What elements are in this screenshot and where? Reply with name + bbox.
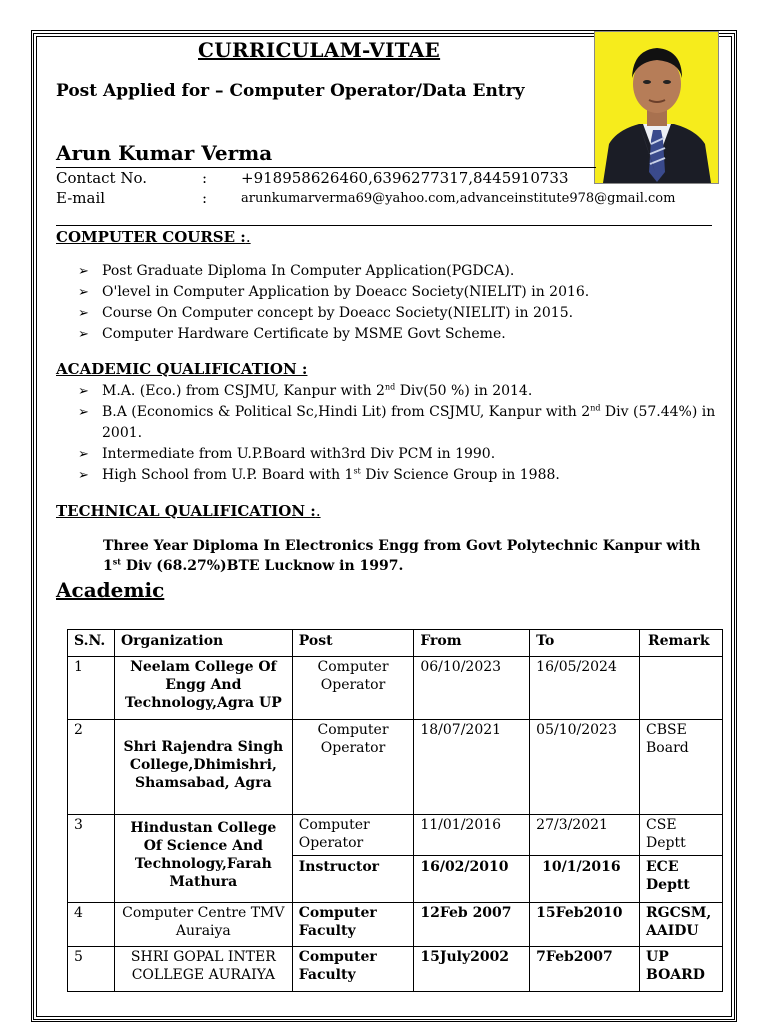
person-photo-icon: [595, 32, 718, 183]
cell-remark: UP BOARD: [640, 947, 723, 992]
cell-post: Computer Faculty: [292, 947, 414, 992]
candidate-name: Arun Kumar Verma: [56, 141, 273, 165]
arrow-bullet-icon: ➢: [78, 447, 89, 462]
cell-organization: Computer Centre TMV Auraiya: [114, 903, 292, 947]
cell-to: 05/10/2023: [530, 720, 640, 815]
qual-text: B.A (Economics & Political Sc,Hindi Lit) from CSJMU, Kanpur with 2: [102, 404, 591, 420]
course-item-text: Post Graduate Diploma In Computer Application(PGDCA).: [102, 263, 515, 279]
list-item: [78, 381, 718, 402]
cell-post: [292, 815, 414, 903]
list-item: [78, 324, 718, 345]
qual-text: Div(50 %) in 2014.: [395, 383, 533, 399]
cell-to: 15Feb2010: [530, 903, 640, 947]
table-row: [68, 720, 723, 815]
qual-sup: st: [353, 466, 361, 476]
column-header: Remark: [640, 630, 723, 657]
tech-text-part: Div (68.27%)BTE Lucknow in 1997.: [120, 558, 404, 574]
qual-text: Div (57.44%) in 2001.: [102, 404, 716, 441]
cell-organization: SHRI GOPAL INTER COLLEGE AURAIYA: [114, 947, 292, 992]
email-label: E-mail: [56, 189, 106, 207]
arrow-bullet-icon: ➢: [78, 306, 89, 321]
qual-text: High School from U.P. Board with 1: [102, 467, 354, 483]
contact-value: +918958626460,6396277317,8445910733: [241, 169, 569, 187]
cell-from: 12Feb 2007: [414, 903, 530, 947]
document-title: CURRICULAM-VITAE: [198, 38, 441, 62]
cell-to: 7Feb2007: [530, 947, 640, 992]
tech-sup: st: [112, 556, 121, 567]
arrow-bullet-icon: ➢: [78, 264, 89, 279]
experience-table: [67, 629, 723, 992]
academic-qualification-heading: ACADEMIC QUALIFICATION :: [56, 360, 308, 378]
qual-sup: nd: [590, 403, 601, 413]
list-item: [78, 303, 718, 324]
arrow-bullet-icon: ➢: [78, 384, 89, 399]
course-item-text: Course On Computer concept by Doeacc Society(NIELIT) in 2015.: [102, 305, 574, 321]
cell-organization: Shri Rajendra Singh College,Dhimishri, Shamsabad, Agra: [114, 720, 292, 815]
remark-secondary: ECE Deptt: [640, 855, 722, 894]
cell-from: 06/10/2023: [414, 657, 530, 720]
qual-sup: nd: [384, 382, 396, 392]
list-item: [78, 282, 718, 303]
computer-course-heading-text: COMPUTER COURSE :: [56, 228, 246, 246]
list-item: [78, 402, 718, 444]
cell-sn: 5: [68, 947, 115, 992]
cell-remark: CBSE Board: [640, 720, 723, 815]
list-item: [78, 261, 718, 282]
qual-text: M.A. (Eco.) from CSJMU, Kanpur with 2: [102, 383, 385, 399]
cell-remark: RGCSM, AAIDU: [640, 903, 723, 947]
cell-post: Computer Faculty: [292, 903, 414, 947]
column-header: Post: [292, 630, 414, 657]
cell-sn: 2: [68, 720, 115, 815]
cell-organization: Hindustan College Of Science And Technology,Farah Mathura: [114, 815, 292, 903]
computer-course-heading: COMPUTER COURSE :.: [56, 228, 251, 246]
list-item: [78, 465, 718, 486]
qual-text: Intermediate from U.P.Board with3rd Div PCM in 1990.: [102, 446, 496, 462]
name-underline: [56, 167, 596, 168]
contact-label: Contact No.: [56, 169, 147, 187]
tech-text-part: Three Year Diploma In Electronics Engg from Govt Polytechnic Kanpur with 1: [103, 538, 701, 574]
technical-qualification-heading: TECHNICAL QUALIFICATION :.: [56, 502, 321, 520]
from-primary: 11/01/2016: [420, 817, 502, 833]
cell-post: Computer Operator: [292, 720, 414, 815]
remark-primary: CSE Deptt: [646, 817, 686, 851]
cell-to: 16/05/2024: [530, 657, 640, 720]
header-divider: [56, 225, 712, 226]
cell-remark: [640, 657, 723, 720]
course-item-text: Computer Hardware Certificate by MSME Govt Scheme.: [102, 326, 506, 342]
cell-from: [414, 815, 530, 903]
cell-from: 18/07/2021: [414, 720, 530, 815]
course-item-text: O'level in Computer Application by Doeacc Society(NIELIT) in 2016.: [102, 284, 590, 300]
cell-sn: 3: [68, 815, 115, 903]
table-row: [68, 657, 723, 720]
column-header: To: [530, 630, 640, 657]
from-secondary: 16/02/2010: [414, 855, 529, 876]
post-primary: Computer Operator: [298, 817, 370, 851]
post-applied: Post Applied for – Computer Operator/Data Entry: [56, 81, 525, 101]
table-header-row: [68, 630, 723, 657]
cell-remark: [640, 815, 723, 903]
column-header: S.N.: [68, 630, 115, 657]
table-row: [68, 947, 723, 992]
cell-from: 15July2002: [414, 947, 530, 992]
post-secondary: Instructor: [293, 855, 414, 876]
qual-text: Div Science Group in 1988.: [360, 467, 560, 483]
cell-sn: 1: [68, 657, 115, 720]
arrow-bullet-icon: ➢: [78, 405, 89, 420]
list-item: [78, 444, 718, 465]
cell-sn: 4: [68, 903, 115, 947]
email-value: arunkumarverma69@yahoo.com,advanceinstitute978@gmail.com: [241, 191, 676, 206]
academic-qualification-list: [78, 381, 718, 486]
contact-colon: :: [202, 169, 208, 187]
arrow-bullet-icon: ➢: [78, 327, 89, 342]
column-header: From: [414, 630, 530, 657]
cell-to: [530, 815, 640, 903]
table-row: [68, 815, 723, 903]
technical-heading-text: TECHNICAL QUALIFICATION :: [56, 502, 316, 520]
candidate-photo: [594, 31, 719, 184]
table-row: [68, 903, 723, 947]
experience-heading: Academic: [56, 578, 165, 602]
to-primary: 27/3/2021: [536, 817, 608, 833]
to-secondary: 10/1/2016: [530, 855, 639, 876]
computer-course-list: [78, 261, 718, 345]
column-header: Organization: [114, 630, 292, 657]
arrow-bullet-icon: ➢: [78, 285, 89, 300]
cell-organization: Neelam College Of Engg And Technology,Agra UP: [114, 657, 292, 720]
arrow-bullet-icon: ➢: [78, 468, 89, 483]
technical-qualification-text: [103, 536, 717, 576]
cell-post: Computer Operator: [292, 657, 414, 720]
email-colon: :: [202, 189, 208, 207]
